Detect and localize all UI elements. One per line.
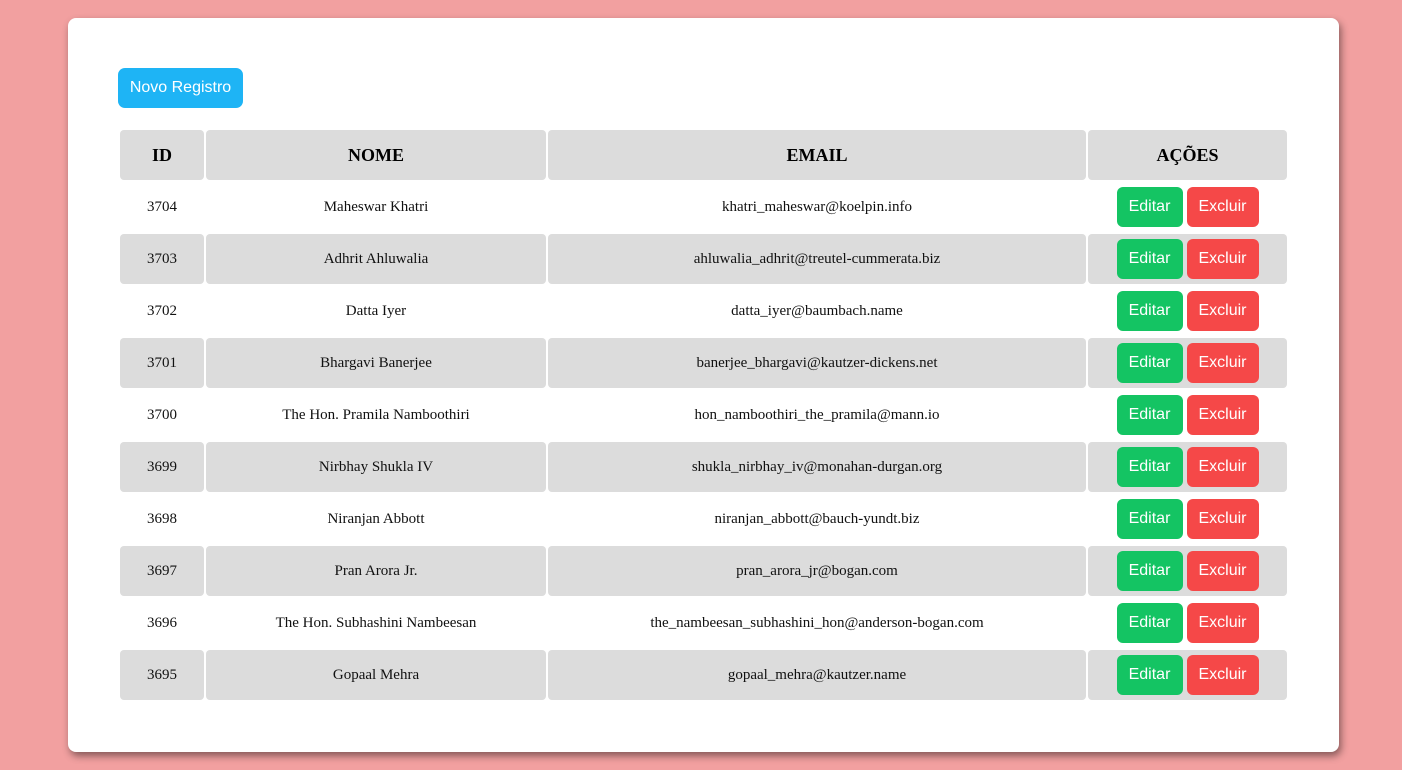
delete-button[interactable]: Excluir bbox=[1187, 395, 1259, 435]
table-row bbox=[120, 442, 1287, 492]
edit-button[interactable]: Editar bbox=[1117, 343, 1183, 383]
column-header-email: EMAIL bbox=[548, 130, 1086, 180]
row-actions bbox=[1088, 239, 1287, 279]
cell-nome: Adhrit Ahluwalia bbox=[206, 234, 546, 284]
cell-acoes bbox=[1088, 442, 1287, 492]
cell-id: 3699 bbox=[120, 442, 204, 492]
new-record-button[interactable]: Novo Registro bbox=[118, 68, 243, 108]
cell-nome: Gopaal Mehra bbox=[206, 650, 546, 700]
cell-acoes bbox=[1088, 182, 1287, 232]
delete-button[interactable]: Excluir bbox=[1187, 239, 1259, 279]
cell-nome: Datta Iyer bbox=[345, 302, 407, 319]
delete-button[interactable]: Excluir bbox=[1187, 343, 1259, 383]
delete-button[interactable]: Excluir bbox=[1187, 655, 1259, 695]
row-actions bbox=[1088, 499, 1287, 539]
cell-acoes bbox=[1088, 286, 1287, 336]
edit-button[interactable]: Editar bbox=[1117, 447, 1183, 487]
cell-acoes bbox=[1088, 494, 1287, 544]
edit-button[interactable]: Editar bbox=[1117, 239, 1183, 279]
table-row bbox=[120, 182, 1287, 232]
row-actions bbox=[1088, 655, 1287, 695]
records-table bbox=[118, 128, 1289, 702]
row-actions bbox=[1088, 343, 1287, 383]
cell-email: shukla_nirbhay_iv@monahan-durgan.org bbox=[548, 442, 1086, 492]
cell-id: 3697 bbox=[120, 546, 204, 596]
table-row bbox=[120, 546, 1287, 596]
row-actions bbox=[1088, 187, 1287, 227]
cell-nome: The Hon. Pramila Namboothiri bbox=[282, 406, 470, 423]
edit-button[interactable]: Editar bbox=[1117, 187, 1183, 227]
cell-nome: The Hon. Subhashini Nambeesan bbox=[275, 614, 477, 631]
row-actions bbox=[1088, 603, 1287, 643]
cell-id: 3698 bbox=[147, 510, 177, 527]
delete-button[interactable]: Excluir bbox=[1187, 291, 1259, 331]
cell-id: 3695 bbox=[120, 650, 204, 700]
cell-nome: Maheswar Khatri bbox=[323, 198, 429, 215]
edit-button[interactable]: Editar bbox=[1117, 655, 1183, 695]
cell-email: hon_namboothiri_the_pramila@mann.io bbox=[694, 406, 940, 423]
edit-button[interactable]: Editar bbox=[1117, 499, 1183, 539]
column-header-nome: NOME bbox=[206, 130, 546, 180]
edit-button[interactable]: Editar bbox=[1117, 395, 1183, 435]
edit-button[interactable]: Editar bbox=[1117, 291, 1183, 331]
column-header-acoes: AÇÕES bbox=[1088, 130, 1287, 180]
cell-acoes bbox=[1088, 234, 1287, 284]
delete-button[interactable]: Excluir bbox=[1187, 187, 1259, 227]
delete-button[interactable]: Excluir bbox=[1187, 551, 1259, 591]
cell-id: 3702 bbox=[147, 302, 177, 319]
table-header bbox=[120, 130, 1287, 180]
cell-email: banerjee_bhargavi@kautzer-dickens.net bbox=[548, 338, 1086, 388]
content-card bbox=[68, 18, 1339, 752]
table-row bbox=[120, 598, 1287, 648]
cell-nome: Bhargavi Banerjee bbox=[206, 338, 546, 388]
table-row bbox=[120, 650, 1287, 700]
cell-id: 3696 bbox=[147, 614, 177, 631]
table-row bbox=[120, 286, 1287, 336]
cell-email: khatri_maheswar@koelpin.info bbox=[721, 198, 912, 215]
cell-nome: Niranjan Abbott bbox=[327, 510, 425, 527]
cell-acoes bbox=[1088, 390, 1287, 440]
edit-button[interactable]: Editar bbox=[1117, 551, 1183, 591]
table-row bbox=[120, 390, 1287, 440]
cell-email: the_nambeesan_subhashini_hon@anderson-bogan.com bbox=[650, 614, 984, 631]
cell-nome: Pran Arora Jr. bbox=[206, 546, 546, 596]
cell-email: ahluwalia_adhrit@treutel-cummerata.biz bbox=[548, 234, 1086, 284]
cell-acoes bbox=[1088, 650, 1287, 700]
cell-nome: Nirbhay Shukla IV bbox=[206, 442, 546, 492]
table-row bbox=[120, 494, 1287, 544]
column-header-id: ID bbox=[120, 130, 204, 180]
cell-id: 3701 bbox=[120, 338, 204, 388]
cell-acoes bbox=[1088, 338, 1287, 388]
cell-email: datta_iyer@baumbach.name bbox=[731, 302, 903, 319]
cell-id: 3704 bbox=[147, 198, 177, 215]
delete-button[interactable]: Excluir bbox=[1187, 447, 1259, 487]
row-actions bbox=[1088, 447, 1287, 487]
cell-acoes bbox=[1088, 546, 1287, 596]
delete-button[interactable]: Excluir bbox=[1187, 603, 1259, 643]
cell-id: 3700 bbox=[147, 406, 177, 423]
table-row bbox=[120, 234, 1287, 284]
table-body bbox=[120, 182, 1287, 700]
cell-email: niranjan_abbott@bauch-yundt.biz bbox=[714, 510, 920, 527]
header-row bbox=[120, 130, 1287, 180]
cell-id: 3703 bbox=[120, 234, 204, 284]
cell-email: gopaal_mehra@kautzer.name bbox=[548, 650, 1086, 700]
table-row bbox=[120, 338, 1287, 388]
delete-button[interactable]: Excluir bbox=[1187, 499, 1259, 539]
row-actions bbox=[1088, 395, 1287, 435]
row-actions bbox=[1088, 551, 1287, 591]
row-actions bbox=[1088, 291, 1287, 331]
edit-button[interactable]: Editar bbox=[1117, 603, 1183, 643]
cell-acoes bbox=[1088, 598, 1287, 648]
cell-email: pran_arora_jr@bogan.com bbox=[548, 546, 1086, 596]
